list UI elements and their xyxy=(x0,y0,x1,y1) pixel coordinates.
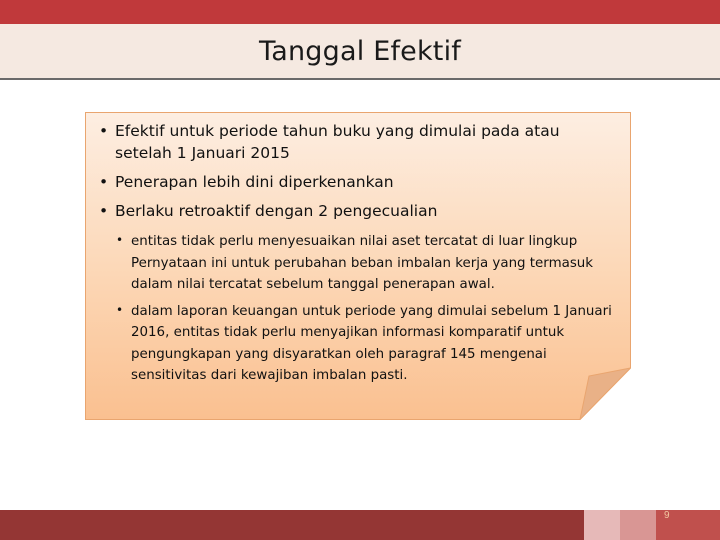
page-number: 9 xyxy=(664,510,670,521)
slide-title: Tanggal Efektif xyxy=(259,35,461,67)
title-band xyxy=(0,24,720,80)
exceptions-list xyxy=(117,231,617,392)
bottom-bar-segment xyxy=(656,510,720,540)
top-accent-bar xyxy=(0,0,720,24)
folded-note-box xyxy=(85,112,631,420)
bottom-bar xyxy=(0,510,720,540)
note-content xyxy=(85,112,631,420)
main-bullet-list xyxy=(101,120,611,229)
exception-item-1: • entitas tidak perlu menyesuaikan nilai aset tercatat di luar lingkup Pernyataan ini untuk perubahan beban imbalan kerja yang termasuk dalam nilai tercatat sebelum tanggal penerapan awal. xyxy=(117,231,617,296)
bullet-early-application: • Penerapan lebih dini diperkenankan xyxy=(101,171,611,193)
bullet-retroactive: • Berlaku retroaktif dengan 2 pengecualian xyxy=(101,200,611,222)
exception-item-2: • dalam laporan keuangan untuk periode yang dimulai sebelum 1 Januari 2016, entitas tidak perlu menyajikan informasi komparatif untuk pengungkapan yang disyaratkan oleh paragraf 145 mengenai sensitivitas dari kewajiban imbalan pasti. xyxy=(117,301,617,387)
bottom-bar-main xyxy=(0,510,584,540)
bottom-bar-segment xyxy=(584,510,620,540)
bullet-effective-period: • Efektif untuk periode tahun buku yang dimulai pada atau setelah 1 Januari 2015 xyxy=(101,120,611,164)
bottom-bar-segment xyxy=(620,510,656,540)
